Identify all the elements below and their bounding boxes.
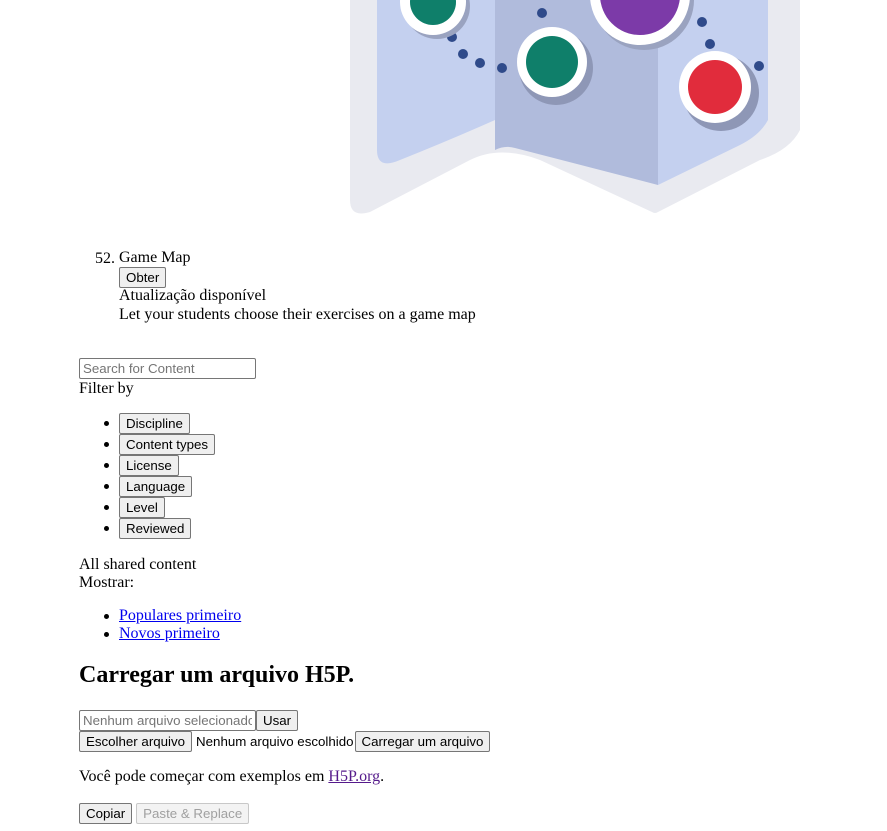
file-name-input[interactable]: [79, 710, 256, 731]
sort-popular-link[interactable]: Populares primeiro: [119, 607, 242, 624]
list-item: [95, 455, 215, 476]
item-description: Let your students choose their exercises on a game map: [119, 306, 476, 323]
filter-reviewed-button[interactable]: Reviewed: [119, 518, 191, 539]
hint-suffix: .: [380, 768, 385, 785]
no-file-chosen-text: Nenhum arquivo escolhido: [196, 734, 354, 749]
filter-discipline-button[interactable]: Discipline: [119, 413, 190, 434]
get-button[interactable]: Obter: [119, 267, 166, 288]
h5p-org-link[interactable]: H5P.org: [328, 768, 381, 785]
game-map-illustration-icon: [340, 0, 810, 230]
filter-list: [95, 413, 215, 539]
filter-license-button[interactable]: License: [119, 455, 179, 476]
shared-content-label: All shared content: [79, 556, 197, 573]
item-number: 52.: [95, 250, 115, 267]
list-item: [95, 413, 215, 434]
list-item: [95, 476, 215, 497]
list-item: [95, 518, 215, 539]
item-status: Atualização disponível: [119, 287, 267, 304]
list-item: [95, 607, 241, 625]
filter-level-button[interactable]: Level: [119, 497, 165, 518]
search-input[interactable]: [79, 358, 256, 379]
filter-content-types-button[interactable]: Content types: [119, 434, 215, 455]
use-button[interactable]: Usar: [256, 710, 298, 731]
hint-prefix: Você pode começar com exemplos em: [79, 768, 329, 785]
paste-replace-button[interactable]: Paste & Replace: [136, 803, 249, 824]
examples-hint: [79, 768, 384, 786]
show-label: Mostrar:: [79, 574, 135, 591]
upload-heading: Carregar um arquivo H5P.: [79, 662, 355, 688]
upload-file-button[interactable]: Carregar um arquivo: [355, 731, 491, 752]
copy-button[interactable]: Copiar: [79, 803, 132, 824]
list-item: [95, 625, 241, 643]
choose-file-button[interactable]: Escolher arquivo: [79, 731, 192, 752]
sort-options: [95, 607, 241, 643]
item-title: Game Map: [119, 249, 191, 266]
list-item: [95, 434, 215, 455]
list-item: [95, 497, 215, 518]
filter-language-button[interactable]: Language: [119, 476, 192, 497]
sort-newest-link[interactable]: Novos primeiro: [119, 625, 220, 642]
filter-by-label: Filter by: [79, 380, 134, 397]
